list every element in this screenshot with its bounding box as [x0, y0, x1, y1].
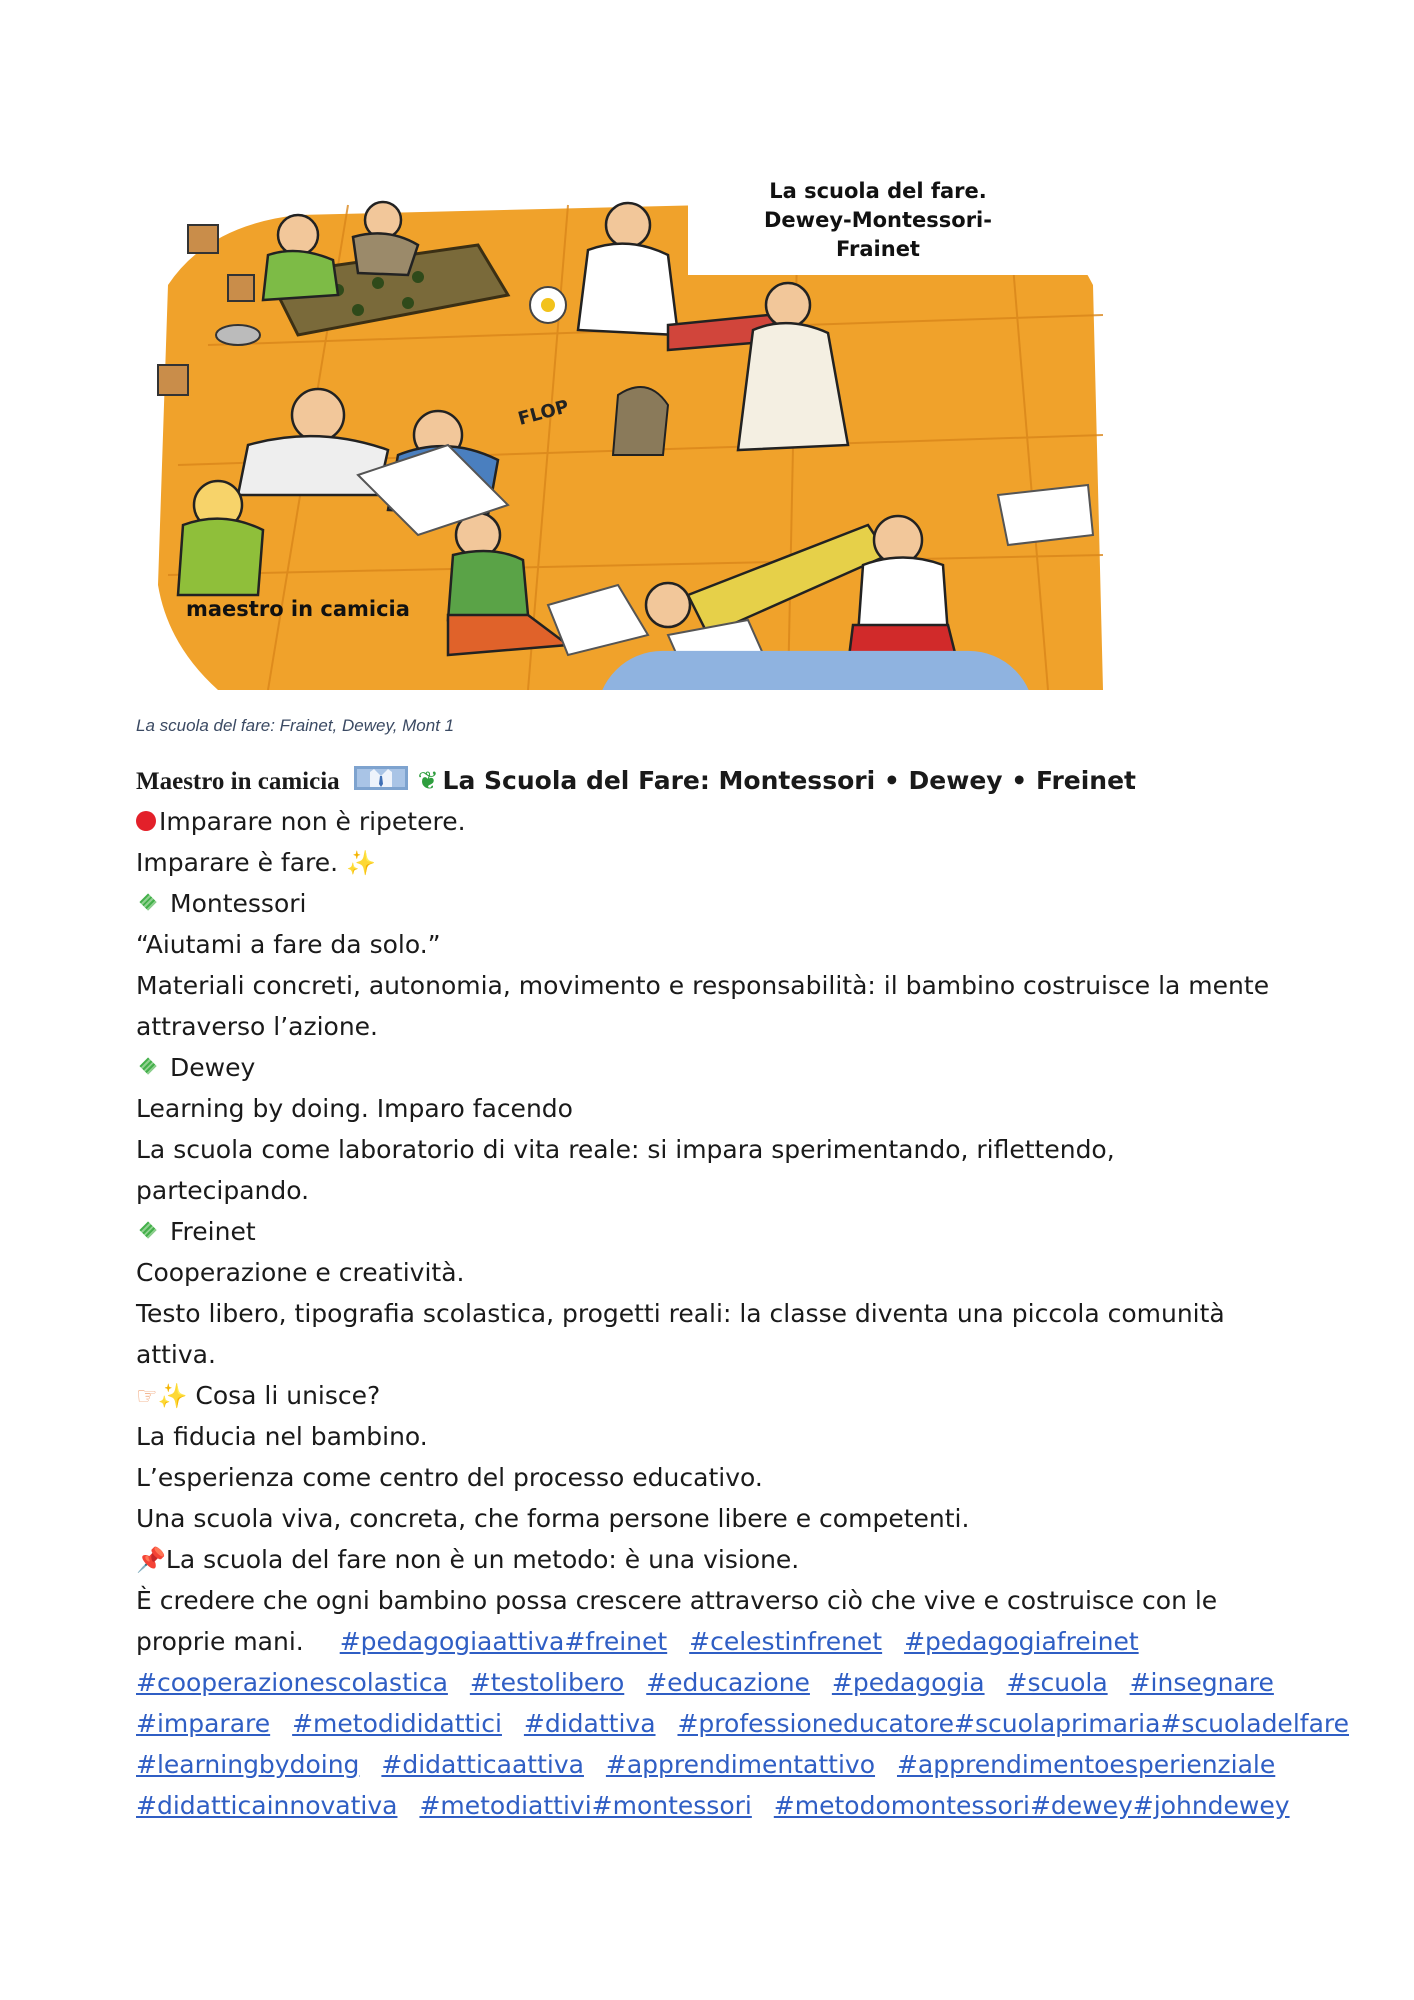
- text-line: attraverso l’azione.: [136, 1012, 378, 1041]
- hashtag-link[interactable]: #celestinfrenet: [689, 1627, 883, 1656]
- hashtag-link[interactable]: #pedagogiafreinet: [904, 1627, 1139, 1656]
- hashtag-link[interactable]: #pedagogiaattiva#freinet: [339, 1627, 668, 1656]
- hashtag-link[interactable]: #metodomontessori#dewey#johndewey: [773, 1791, 1290, 1820]
- text-line: partecipando.: [136, 1176, 310, 1205]
- hashtag-link[interactable]: #educazione: [646, 1668, 810, 1697]
- hashtag-link[interactable]: #learningbydoing: [136, 1750, 360, 1779]
- sparkles-icon: ✨: [157, 1382, 188, 1410]
- illustration-title-line: Frainet: [836, 237, 920, 261]
- hashtag-link[interactable]: #didatticainnovativa: [136, 1791, 398, 1820]
- hashtag-link[interactable]: #testolibero: [469, 1668, 625, 1697]
- text-line: attiva.: [136, 1340, 216, 1369]
- hashtag-row: [136, 1744, 1286, 1785]
- sparkles-icon: ✨: [346, 849, 376, 877]
- text-span: Freinet: [170, 1217, 256, 1246]
- heading-lead: Maestro in camicia: [136, 768, 340, 795]
- text-span: Imparare non è ripetere.: [159, 807, 466, 836]
- hashtag-link[interactable]: #apprendimentoesperienziale: [896, 1750, 1276, 1779]
- flower-icon: [530, 287, 566, 323]
- illustration-signature: maestro in camicia: [186, 597, 410, 621]
- text-line: È credere che ogni bambino possa crescere attraverso ciò che vive e costruisce con le: [136, 1586, 1218, 1615]
- hashtag-link[interactable]: #didatticaattiva: [381, 1750, 584, 1779]
- green-diamond-icon: [140, 1222, 157, 1239]
- hashtag-row: [136, 1785, 1290, 1826]
- post-body: [136, 760, 1349, 1826]
- hashtag-link[interactable]: #didattiva: [523, 1709, 656, 1738]
- illustration-title: [713, 177, 1043, 264]
- section-label: [136, 883, 1286, 924]
- flop-label: FLOP: [515, 396, 572, 430]
- hashtag-row: [136, 1703, 1349, 1744]
- text-line: L’esperienza come centro del processo educativo.: [136, 1463, 763, 1492]
- illustration-title-line: Dewey-Montessori-: [764, 208, 992, 232]
- text-line: La fiducia nel bambino.: [136, 1422, 428, 1451]
- hashtag-link[interactable]: #imparare: [136, 1709, 271, 1738]
- text-span: La scuola del fare non è un metodo: è una visione.: [165, 1545, 800, 1574]
- text-span: Imparare è fare.: [136, 848, 339, 877]
- text-line: [136, 842, 1286, 883]
- hashtag-link[interactable]: #pedagogia: [831, 1668, 985, 1697]
- hashtag-row: [136, 1662, 1286, 1703]
- hashtag-link[interactable]: #apprendimentattivo: [605, 1750, 876, 1779]
- text-span: Montessori: [170, 889, 307, 918]
- shirt-icon: [354, 766, 408, 790]
- hashtag-link[interactable]: #cooperazionescolastica: [136, 1668, 448, 1697]
- heading-title: La Scuola del Fare: Montessori • Dewey • Freinet: [442, 766, 1137, 795]
- text-span: Dewey: [170, 1053, 256, 1082]
- sprout-icon: ❦: [417, 766, 439, 795]
- text-span: Cosa li unisce?: [195, 1381, 381, 1410]
- hashtag-link[interactable]: #metodiattivi#montessori: [419, 1791, 752, 1820]
- hashtag-link[interactable]: #insegnare: [1129, 1668, 1274, 1697]
- green-diamond-icon: [140, 1058, 157, 1075]
- text-line: Learning by doing. Imparo facendo: [136, 1094, 573, 1123]
- figure-caption: La scuola del fare: Frainet, Dewey, Mont 1: [136, 716, 455, 735]
- text-line: [136, 1539, 1286, 1580]
- section-label: [136, 1047, 1286, 1088]
- hashtag-link[interactable]: #metodididattici: [292, 1709, 502, 1738]
- text-line: Materiali concreti, autonomia, movimento e responsabilità: il bambino costruisce la mente: [136, 971, 1270, 1000]
- hashtag-link[interactable]: #professioneducatore#scuolaprimaria#scuoladelfare: [677, 1709, 1349, 1738]
- section-label: [136, 1211, 1286, 1252]
- pushpin-icon: 📌: [136, 1546, 166, 1574]
- green-diamond-icon: [140, 894, 157, 911]
- hashtag-link[interactable]: #scuola: [1006, 1668, 1108, 1697]
- text-line: Cooperazione e creatività.: [136, 1258, 465, 1287]
- text-line: Testo libero, tipografia scolastica, progetti reali: la classe diventa una piccola comunità: [136, 1299, 1225, 1328]
- hashtag-row: [136, 1621, 1286, 1662]
- text-line: Una scuola viva, concreta, che forma persone libere e competenti.: [136, 1504, 970, 1533]
- red-circle-icon: [136, 811, 156, 831]
- text-line: [136, 1375, 1286, 1416]
- post-heading: [136, 760, 1286, 801]
- illustration-title-line: La scuola del fare.: [769, 179, 987, 203]
- pointing-hand-icon: ☞: [136, 1382, 158, 1410]
- text-line: La scuola come laboratorio di vita reale: si impara sperimentando, riflettendo,: [136, 1135, 1115, 1164]
- text-line: “Aiutami a fare da solo.”: [136, 930, 441, 959]
- shirt-icon: [338, 629, 1103, 690]
- text-line: [136, 801, 1286, 842]
- illustration: [148, 165, 1103, 690]
- text-span: proprie mani.: [136, 1627, 304, 1656]
